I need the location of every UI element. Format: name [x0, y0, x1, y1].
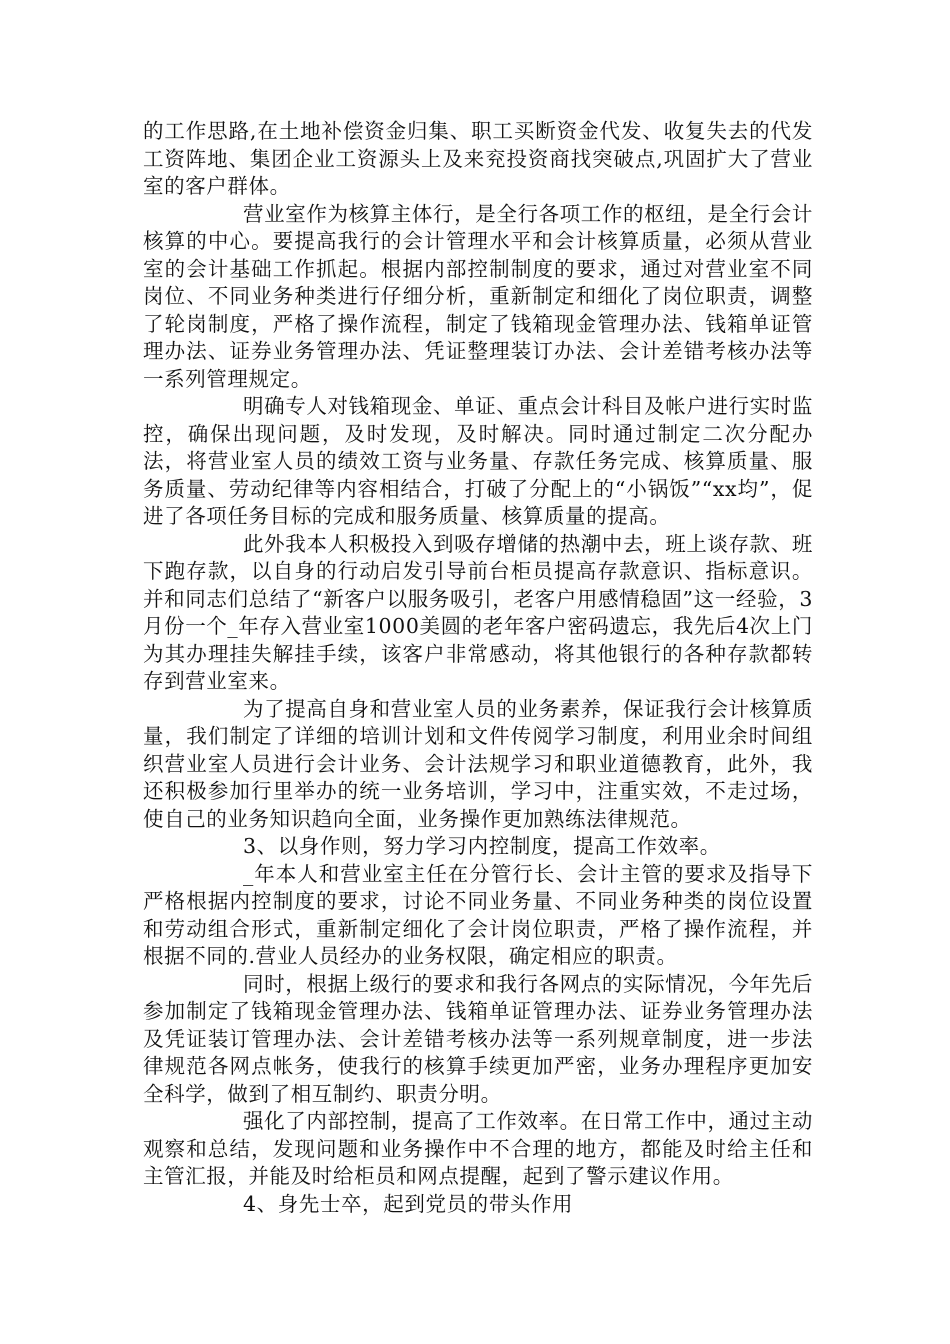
paragraph-3: 明确专人对钱箱现金、单证、重点会计科目及帐户进行实时监控，确保出现问题，及时发现，及时解决。同时通过制定二次分配办法，将营业室人员的绩效工资与业务量、存款任务完成、核算质量、服务质量、劳动纪律等内容相结合，打破了分配上的“小锅饭”“xx均”，促进了各项任务目标的完成和服务质量、核算质量的提高。	[143, 394, 813, 528]
document-body	[143, 118, 813, 1218]
paragraph-8: 强化了内部控制，提高了工作效率。在日常工作中，通过主动观察和总结，发现问题和业务操作中不合理的地方，都能及时给主任和主管汇报，并能及时给柜员和网点提醒，起到了警示建议作用。	[143, 1109, 813, 1188]
paragraph-1: 的工作思路,在土地补偿资金归集、职工买断资金代发、收复失去的代发工资阵地、集团企业工资源头上及来兖投资商找突破点,巩固扩大了营业室的客户群体。	[143, 119, 813, 198]
section-heading-3: 3、以身作则，努力学习内控制度，提高工作效率。	[243, 834, 721, 858]
paragraph-2: 营业室作为核算主体行，是全行各项工作的枢纽，是全行会计核算的中心。要提高我行的会计管理水平和会计核算质量，必须从营业室的会计基础工作抓起。根据内部控制制度的要求，通过对营业室不同岗位、不同业务种类进行仔细分析，重新制定和细化了岗位职责，调整了轮岗制度，严格了操作流程，制定了钱箱现金管理办法、钱箱单证管理办法、证券业务管理办法、凭证整理装订办法、会计差错考核办法等一系列管理规定。	[143, 201, 813, 391]
paragraph-7: 同时，根据上级行的要求和我行各网点的实际情况，今年先后参加制定了钱箱现金管理办法、钱箱单证管理办法、证券业务管理办法及凭证装订管理办法、会计差错考核办法等一系列规章制度，进一步法律规范各网点帐务，使我行的核算手续更加严密，业务办理程序更加安全科学，做到了相互制约、职责分明。	[143, 971, 813, 1106]
paragraph-6: _年本人和营业室主任在分管行长、会计主管的要求及指导下严格根据内控制度的要求，讨论不同业务量、不同业务种类的岗位设置和劳动组合形式，重新制定细化了会计岗位职责，严格了操作流程，并根据不同的.营业人员经办的业务权限，确定相应的职责。	[143, 861, 813, 968]
paragraph-4: 此外我本人积极投入到吸存增储的热潮中去，班上谈存款、班下跑存款，以自身的行动启发引导前台柜员提高存款意识、指标意识。并和同志们总结了“新客户以服务吸引，老客户用感情稳固”这一经验，3月份一个_年存入营业室1000美圆的老年客户密码遗忘，我先后4次上门为其办理挂失解挂手续，该客户非常感动，将其他银行的各种存款都转存到营业室来。	[143, 531, 813, 693]
section-heading-4: 4、身先士卒，起到党员的带头作用	[243, 1191, 574, 1216]
paragraph-5: 为了提高自身和营业室人员的业务素养，保证我行会计核算质量，我们制定了详细的培训计划和文件传阅学习制度，利用业余时间组织营业室人员进行会计业务、会计法规学习和职业道德教育，此外，我还积极参加行里举办的统一业务培训，学习中，注重实效，不走过场，使自己的业务知识趋向全面，业务操作更加熟练法律规范。	[143, 696, 813, 831]
